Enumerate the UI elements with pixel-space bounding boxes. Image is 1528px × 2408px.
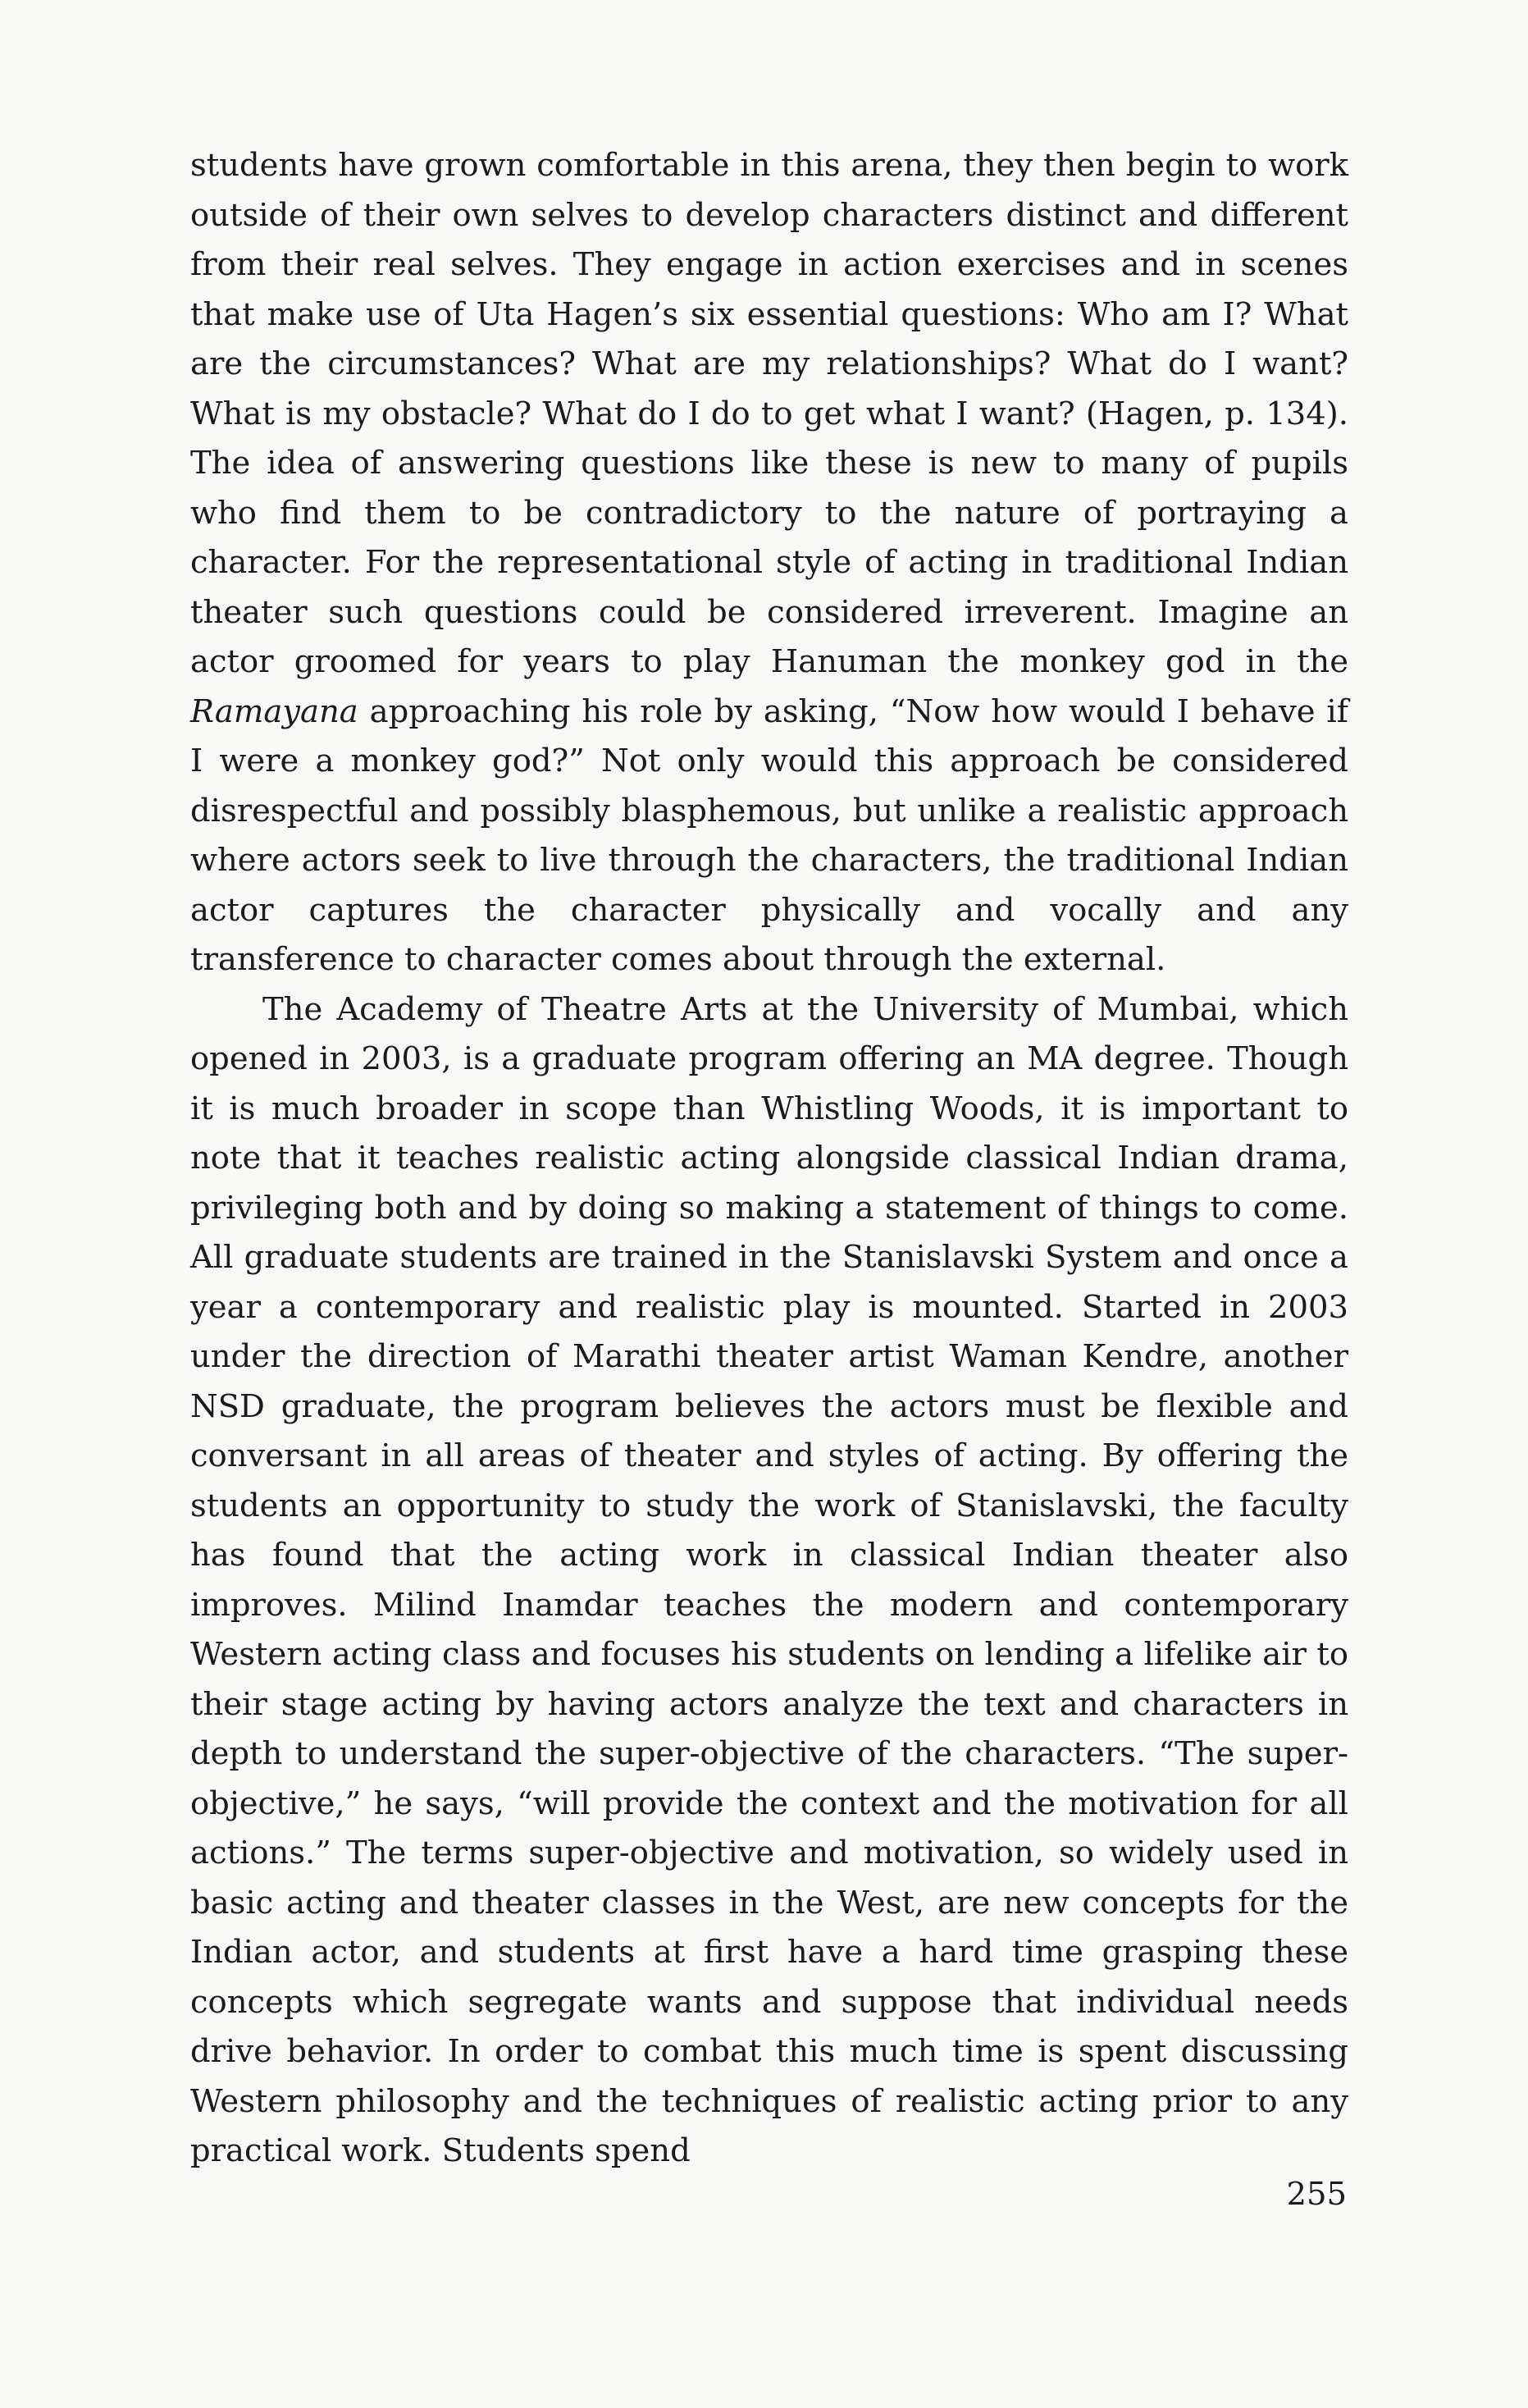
paragraph-1-text-start: students have grown comfortable in this arena, they then begin to work outside of their own selves to develop characters distinct and different from their real selves. They engage in action exercises and in scenes that make use of Uta Hagen’s six essential questions: Who am I? What are the circumstances? What are my relationships? What do I want? What is my obstacle? What do I do to get what I want? (Hagen, p. 134). The idea of answering questions like these is new to many of pupils who find them to be contradictory to the nature of portraying a character. For the representational style of acting in traditional Indian theater such questions could be considered irreverent. Imagine an actor groomed for years to play Hanuman the monkey god in the: [190, 147, 1348, 680]
paragraph-1-text-end: approaching his role by asking, “Now how would I behave if I were a monkey god?” Not only would this approach be considered disrespectful and possibly blasphemous, but unlike a realistic approach where actors seek to live through the characters, the traditional Indian actor captures the character physically and vocally and any transference to character comes about through the external.: [190, 692, 1348, 978]
paragraph-2: The Academy of Theatre Arts at the University of Mumbai, which opened in 2003, is a graduate program offering an MA degree. Though it is much broader in scope than Whistling Woods, it is important to note that it teaches realistic acting alongside classical Indian drama, privileging both and by doing so making a statement of things to come. All graduate students are trained in the Stanislavski System and once a year a contemporary and realistic play is mounted. Started in 2003 under the direction of Marathi theater artist Waman Kendre, another NSD graduate, the program believes the actors must be flexible and conversant in all areas of theater and styles of acting. By offering the students an opportunity to study the work of Stanislavski, the faculty has found that the acting work in classical Indian theater also improves. Milind Inamdar teaches the modern and contemporary Western acting class and focuses his students on lending a lifelike air to their stage acting by having actors analyze the text and characters in depth to understand the super-objective of the characters. “The super-objective,” he says, “will provide the context and the motivation for all actions.” The terms super-objective and motivation, so widely used in basic acting and theater classes in the West, are new concepts for the Indian actor, and students at first have a hard time grasping these concepts which segregate wants and suppose that individual needs drive behavior. In order to combat this much time is spent discussing Western philosophy and the techniques of realistic acting prior to any practical work. Students spend: [190, 990, 1348, 2169]
page-number: 255: [1286, 2176, 1347, 2213]
paragraph-1: [190, 141, 1348, 985]
ramayana-title: Ramayana: [190, 692, 358, 730]
page-body: [190, 141, 1348, 2177]
